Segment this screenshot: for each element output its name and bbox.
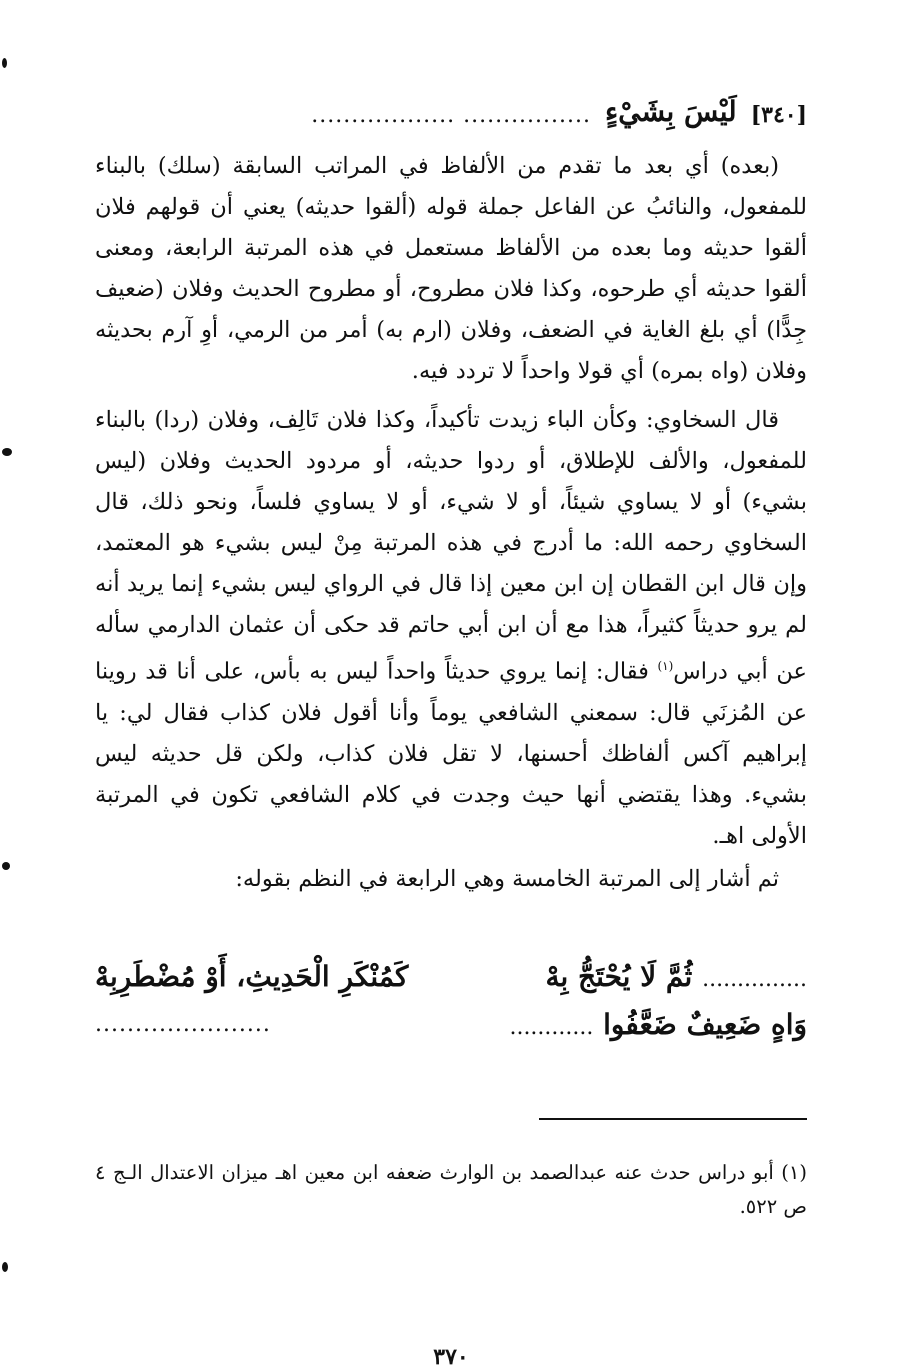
verse-1-left-hemistich: كَمُنْكَرِ الْحَدِيثِ، أَوْ مُضْطَرِبِهْ [95, 960, 409, 993]
verse-2-right-text: وَاهٍ ضَعِيفٌ ضَعَّفُوا [603, 1008, 807, 1041]
scan-mark [2, 1262, 8, 1272]
footnote-reference: (١) [657, 659, 674, 673]
header-section-number: [٣٤٠] [750, 102, 807, 128]
scan-mark [2, 58, 7, 68]
footnote-separator [539, 1118, 807, 1120]
verse-line-1 [95, 960, 807, 993]
verse-1-dots: ............... [702, 967, 807, 992]
footnote: (١) أبو دراس حدث عنه عبدالصمد بن الوارث ضعفه ابن معين اهـ ميزان الاعتدال الـج ٤ ص ٥٢٢. [95, 1161, 807, 1218]
paragraph-2 [95, 400, 807, 857]
verse-line-2 [95, 1008, 807, 1041]
body-text [95, 146, 807, 900]
header-dots: ................ .................. [311, 103, 591, 128]
paragraph-2-tail: فقال: إنما يروي حديثاً واحداً ليس به بأس، على أنا قد روينا عن المُزنَي قال: سمعني الشافعي يوماً وأنا أقول فلان كذاب فقال لي: يا إبراهيم آكس ألفاظك أحسنها، لا تقل فلان كذاب، ولكن قل حديثه ليس بشيء. وهذا يقتضي أنها حيث وجدت في كلام الشافعي تكون في المرتبة الأولى اهـ. [95, 658, 807, 849]
verse-1-right-text: ثُمَّ لَا يُحْتَجُّ بِهْ [545, 960, 693, 993]
header-title: لَيْسَ بِشَيْءٍ [605, 95, 737, 128]
verse-2-right-hemistich [509, 1008, 807, 1041]
page-header [95, 88, 807, 128]
paragraph-1: (بعده) أي بعد ما تقدم من الألفاظ في المراتب السابقة (سلك) بالبناء للمفعول، والنائبُ عن الفاعل جملة قوله (ألقوا حديثه) يعني أن قولهم فلان ألقوا حديثه وما بعده من الألفاظ مستعمل في هذه المرتبة الرابعة، ومعنى ألقوا حديثه أي طرحوه، وكذا فلان مطروح، أو مطروح الحديث وفلان (ضعيف جِدًّا) أي بلغ الغاية في الضعف، وفلان (ارم به) أمر من الرمي، أوِ آرم بحديثه وفلان (واه بمره) أي قولا واحداً لا تردد فيه. [95, 153, 807, 384]
verse-1-right-hemistich [546, 960, 808, 993]
scan-mark [2, 862, 10, 870]
page-number: ٣٧٠ [433, 1344, 469, 1370]
paragraph-2-head: قال السخاوي: وكأن الباء زيدت تأكيداً، وكذا فلان تَالِف، وفلان (ردا) بالبناء للمفعول، والألف للإطلاق، أو ردوا حديثه، أو مردود الحديث وفلان (ليس بشيء) أو لا يساوي شيئاً، أو لا شيء، أو لا يساوي فلساً، ونحو ذلك، قال السخاوي رحمه الله: ما أدرج في هذه المرتبة مِنْ ليس بشيء هو المعتمد، وإن قال ابن القطان إن ابن معين إذا قال في الرواي ليس بشيء إنما يريد أنه لم يرو حديثاً كثيراً، هذا مع أن ابن أبي حاتم قد حكى أن عثمان الدارمي سأله عن أبي دراس [95, 407, 807, 685]
scan-mark [2, 448, 12, 456]
verse-2-left-hemistich: ...................... [95, 1012, 271, 1037]
paragraph-3: ثم أشار إلى المرتبة الخامسة وهي الرابعة في النظم بقوله: [235, 865, 779, 892]
verse-2-dots: ............ [509, 1015, 594, 1040]
